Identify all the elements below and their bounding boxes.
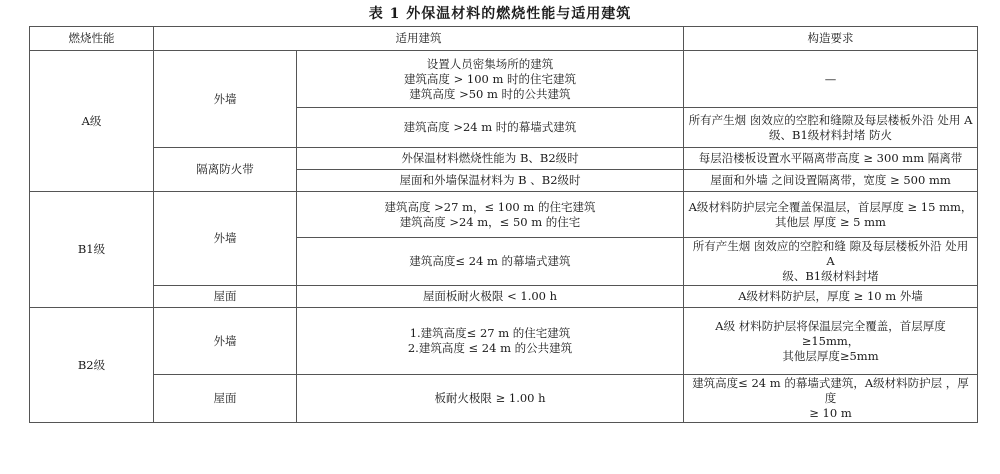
requirement-cell: 所有产生烟 囱效应的空腔和缝 隙及每层楼板外沿 处用 A 级、B1级材料封堵: [684, 238, 978, 286]
part-cell-a-fire-belt: 隔离防火带: [154, 148, 297, 192]
header-performance: 燃烧性能: [30, 27, 154, 51]
building-cell: 建筑高度 >24 m 时的幕墙式建筑: [297, 108, 684, 148]
requirement-cell: —: [684, 51, 978, 108]
requirement-cell: 屋面和外墙 之间设置隔离带，宽度 ≥ 500 mm: [684, 170, 978, 192]
requirement-cell: 每层沿楼板设置水平隔离带高度 ≥ 300 mm 隔离带: [684, 148, 978, 170]
building-cell: 外保温材料燃烧性能为 B、B2级时: [297, 148, 684, 170]
header-requirement: 构造要求: [684, 27, 978, 51]
table-row: [30, 308, 978, 375]
part-cell-a-wall: 外墙: [154, 51, 297, 148]
table-row: [30, 192, 978, 238]
grade-cell-b2: B2级: [30, 308, 154, 423]
table-row: [30, 51, 978, 108]
building-cell: 建筑高度 >27 m，≤ 100 m 的住宅建筑 建筑高度 >24 m，≤ 50 m 的住宅: [297, 192, 684, 238]
part-cell-b1-wall: 外墙: [154, 192, 297, 286]
building-cell: 建筑高度≤ 24 m 的幕墙式建筑: [297, 238, 684, 286]
building-cell: 屋面和外墙保温材料为 B 、B2级时: [297, 170, 684, 192]
requirement-cell: 所有产生烟 囱效应的空腔和缝隙及每层楼板外沿 处用 A 级、B1级材料封堵 防火: [684, 108, 978, 148]
fire-performance-table: [29, 26, 978, 423]
table-row: [30, 286, 978, 308]
requirement-cell: A级材料防护层完全覆盖保温层，首层厚度 ≥ 15 mm， 其他层 厚度 ≥ 5 mm: [684, 192, 978, 238]
requirement-cell: A级材料防护层，厚度 ≥ 10 m 外墙: [684, 286, 978, 308]
requirement-cell: 建筑高度≤ 24 m 的幕墙式建筑，A级材料防护层 ，厚度 ≥ 10 m: [684, 375, 978, 423]
part-cell-b2-roof: 屋面: [154, 375, 297, 423]
table-row: [30, 375, 978, 423]
table-caption: 表 1 外保温材料的燃烧性能与适用建筑: [368, 6, 632, 22]
table-row: [30, 148, 978, 170]
building-cell: 设置人员密集场所的建筑 建筑高度 > 100 m 时的住宅建筑 建筑高度 >50 m 时的公共建筑: [297, 51, 684, 108]
header-row: [30, 27, 978, 51]
building-cell: 1.建筑高度≤ 27 m 的住宅建筑 2.建筑高度 ≤ 24 m 的公共建筑: [297, 308, 684, 375]
header-building: 适用建筑: [154, 27, 684, 51]
part-cell-b2-wall: 外墙: [154, 308, 297, 375]
part-cell-b1-roof: 屋面: [154, 286, 297, 308]
grade-cell-b1: B1级: [30, 192, 154, 308]
building-cell: 屋面板耐火极限 < 1.00 h: [297, 286, 684, 308]
requirement-cell: A级 材料防护层将保温层完全覆盖，首层厚度≥15mm， 其他层厚度≥5mm: [684, 308, 978, 375]
grade-cell-a: A级: [30, 51, 154, 192]
building-cell: 板耐火极限 ≥ 1.00 h: [297, 375, 684, 423]
